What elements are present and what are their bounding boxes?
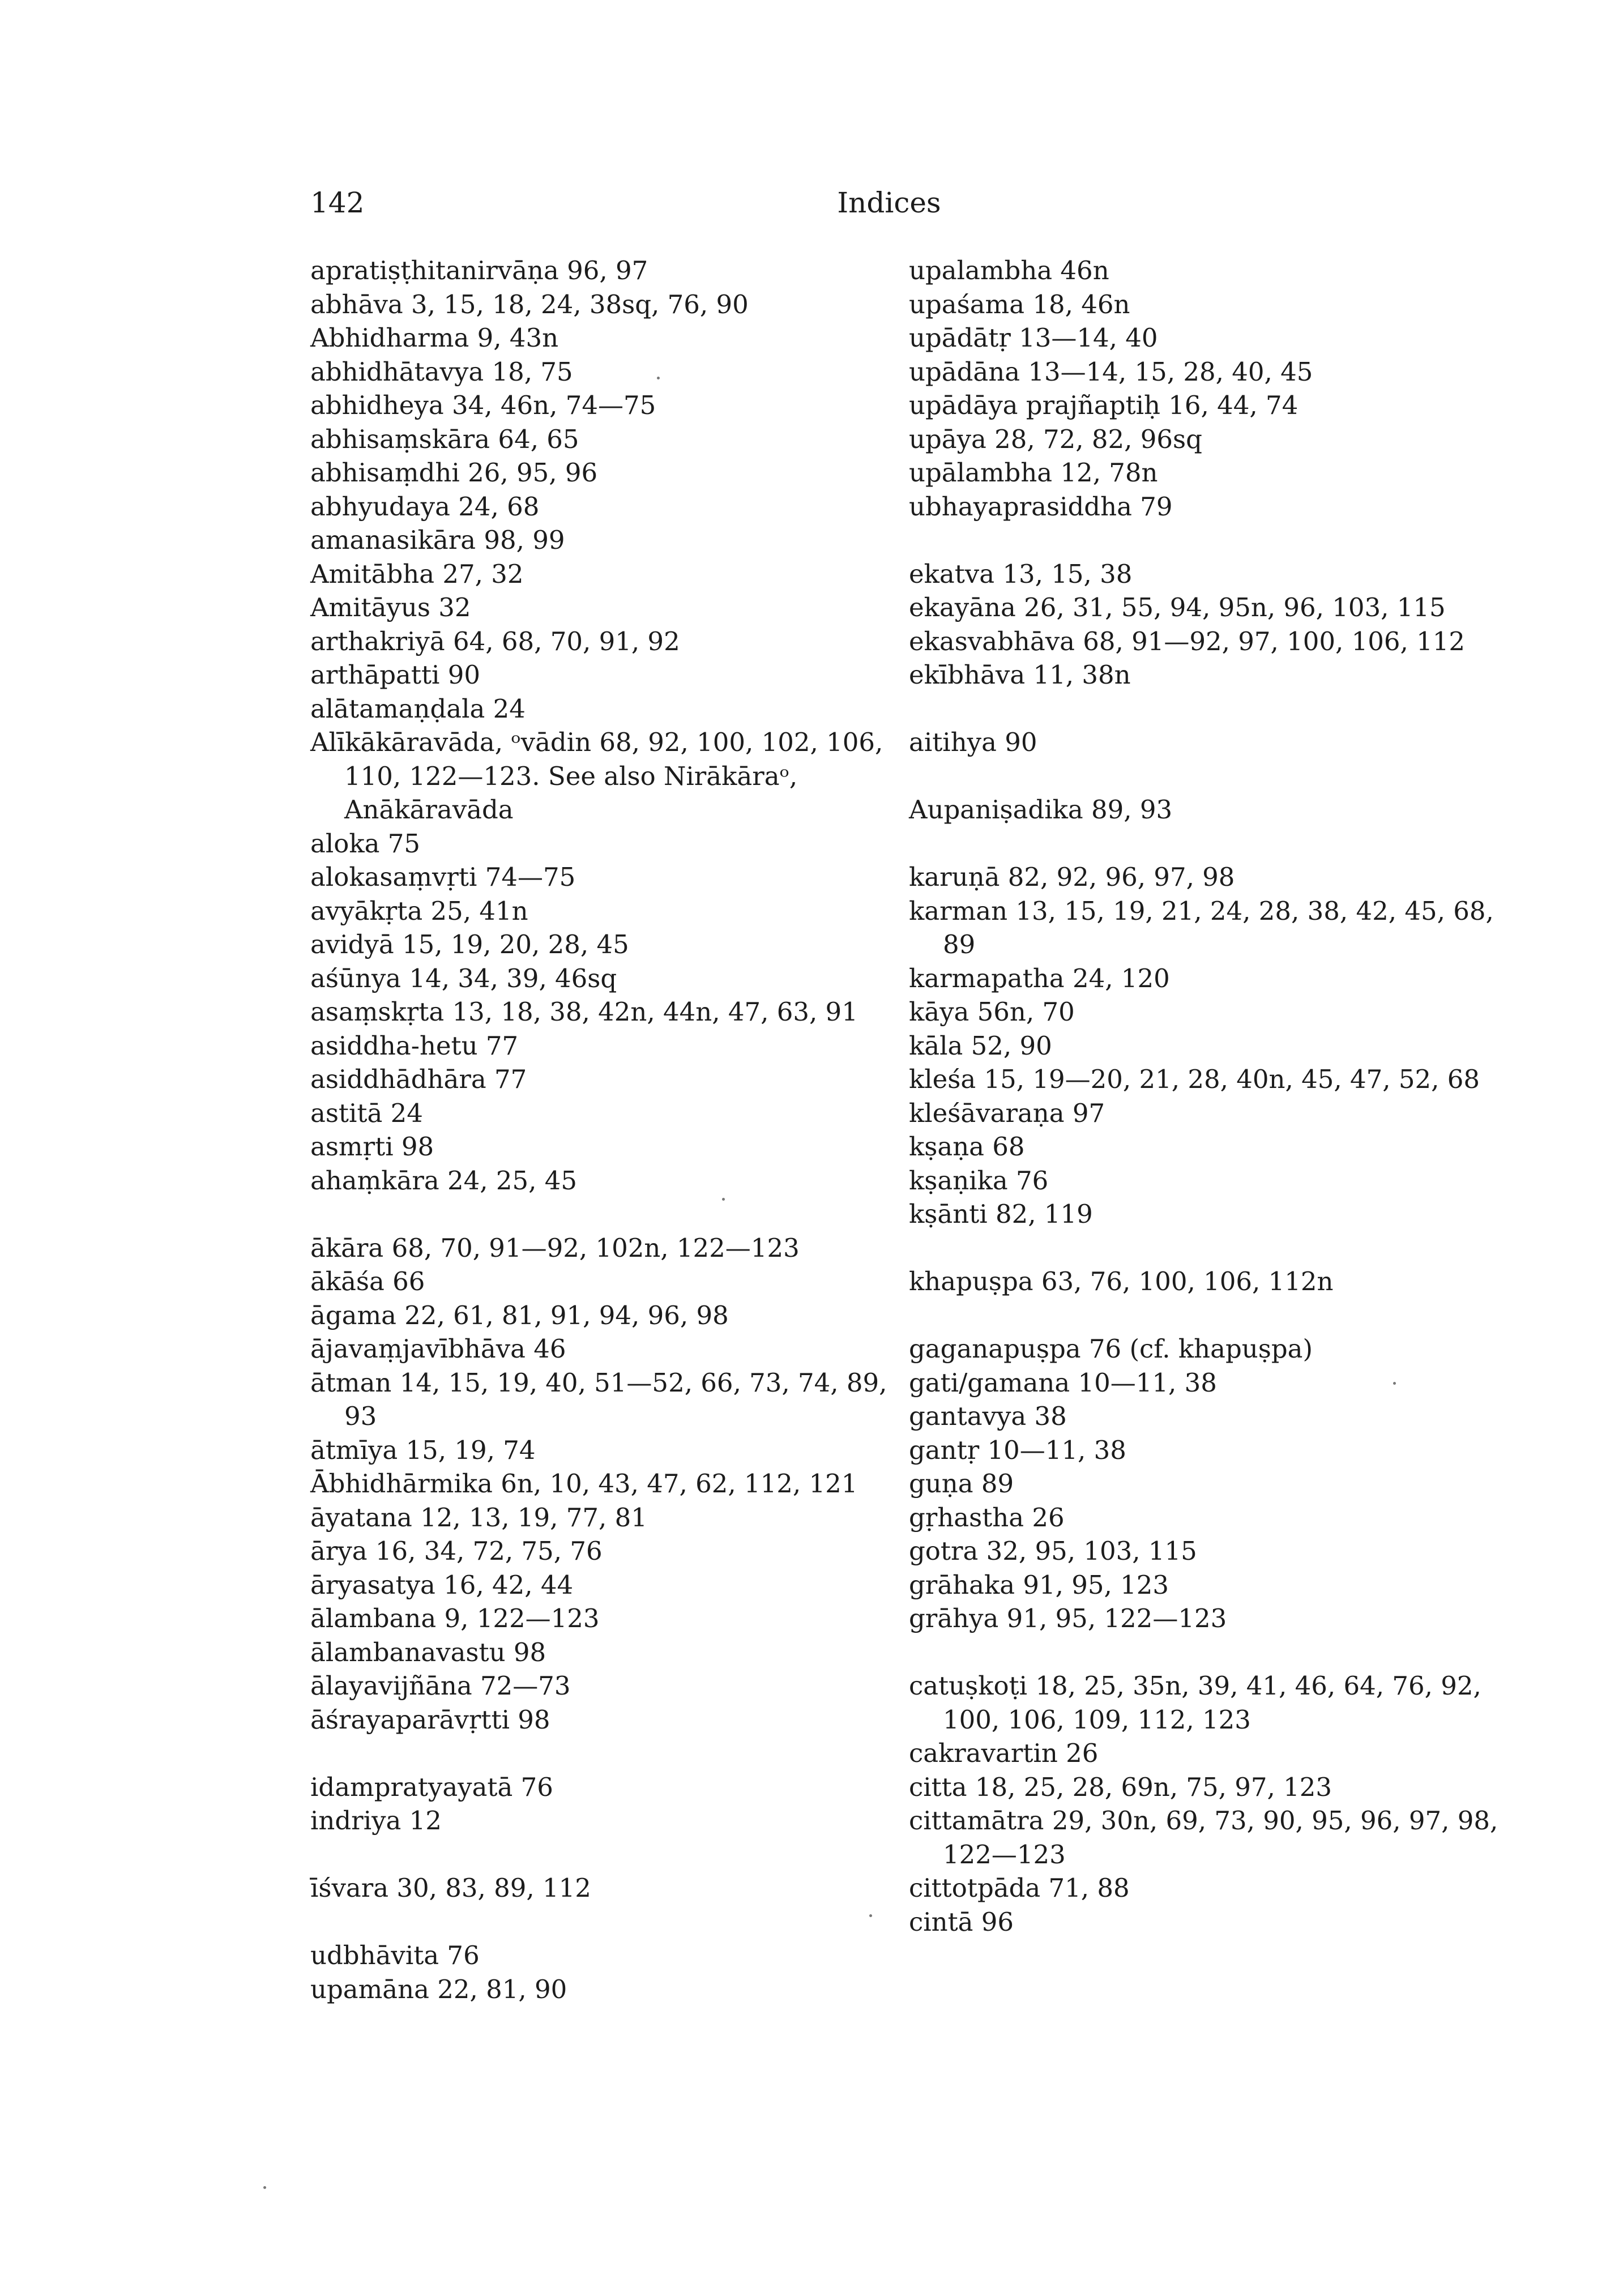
index-entry: āśrayaparāvṛtti 98 [310,1704,550,1735]
scan-speck [263,2186,266,2189]
running-title: Indices [837,186,941,219]
group-separator [909,523,1504,557]
index-entry: alātamaṇḍala 24 [310,693,526,724]
index-entry: amanasikāra 98, 99 [310,525,565,555]
index-entry: catuṣkoṭi 18, 25, 35n, 39, 41, 46, 64, 76, 92, 100, 106, 109, 112, 123 [909,1671,1481,1735]
index-entry: karuṇā 82, 92, 96, 97, 98 [909,862,1235,892]
index-entry: abhyudaya 24, 68 [310,491,540,522]
index-entry: ātmīya 15, 19, 74 [310,1435,536,1465]
index-entry: alokasaṃvṛti 74—75 [310,862,576,892]
index-entry: abhisaṃdhi 26, 95, 96 [310,458,598,488]
index-entry: kleśāvaraṇa 97 [909,1098,1105,1128]
index-entry: cittotpāda 71, 88 [909,1873,1130,1903]
group-separator [909,692,1504,726]
index-entry: Amitābha 27, 32 [310,558,524,589]
index-entry: gati/gamana 10—11, 38 [909,1367,1217,1398]
group-separator [310,1838,905,1872]
index-entry: cittamātra 29, 30n, 69, 73, 90, 95, 96, 97, 98, 122—123 [909,1806,1498,1870]
page-header [0,180,1623,225]
index-entry: udbhāvita 76 [310,1940,480,1970]
index-entry: aloka 75 [310,828,420,859]
index-entry: arthāpatti 90 [310,660,480,690]
index-entry: cakravartin 26 [909,1738,1099,1768]
index-entry: ālayavijñāna 72—73 [310,1671,571,1701]
index-entry: grāhya 91, 95, 122—123 [909,1603,1227,1633]
index-entry: khapuṣpa 63, 76, 100, 106, 112n [909,1266,1334,1296]
index-entry: indriya 12 [310,1806,442,1836]
index-entry: ākāra 68, 70, 91—92, 102n, 122—123 [310,1232,800,1263]
group-separator [310,1736,905,1770]
index-entry: cintā 96 [909,1906,1014,1937]
index-entry: karman 13, 15, 19, 21, 24, 28, 38, 42, 45, 68, 89 [909,895,1494,959]
scan-speck [722,1198,725,1201]
index-entry: ātman 14, 15, 19, 40, 51—52, 66, 73, 74, 89, 93 [310,1367,887,1431]
index-entry: upaśama 18, 46n [909,289,1130,319]
index-entry: ālambana 9, 122—123 [310,1603,600,1633]
index-entry: ārya 16, 34, 72, 75, 76 [310,1536,603,1566]
index-entry: Alīkākāravāda, ᵒvādin 68, 92, 100, 102, 106, 110, 122—123. See also Nirākāraᵒ, Anākāravāda [310,727,883,825]
scan-speck [869,1914,872,1917]
index-entry: ekībhāva 11, 38n [909,660,1131,690]
index-entry: citta 18, 25, 28, 69n, 75, 97, 123 [909,1772,1332,1802]
index-entry: kṣaṇa 68 [909,1132,1025,1162]
index-entry: abhisaṃskāra 64, 65 [310,424,579,454]
group-separator [909,1636,1504,1670]
index-entry: idampratyayatā 76 [310,1772,553,1802]
index-entry: avyākṛta 25, 41n [310,895,528,926]
index-entry: aitihya 90 [909,727,1037,757]
index-entry: arthakriyā 64, 68, 70, 91, 92 [310,626,680,656]
index-entry: gantavya 38 [909,1401,1067,1431]
index-entry: abhāva 3, 15, 18, 24, 38sq, 76, 90 [310,289,749,319]
index-entry: Ābhidhārmika 6n, 10, 43, 47, 62, 112, 121 [310,1469,858,1499]
index-entry: upamāna 22, 81, 90 [310,1974,567,2004]
index-entry: avidyā 15, 19, 20, 28, 45 [310,929,629,959]
index-entry: Amitāyus 32 [310,592,471,622]
index-entry: ālambanavastu 98 [310,1637,546,1667]
index-entry: ājavaṃjavībhāva 46 [310,1334,566,1364]
index-entry: asmṛti 98 [310,1132,434,1162]
scan-speck [657,377,660,379]
index-entry: ekatva 13, 15, 38 [909,558,1133,589]
index-entry: upāya 28, 72, 82, 96sq [909,424,1202,454]
index-entry: gotra 32, 95, 103, 115 [909,1536,1197,1566]
group-separator [909,759,1504,793]
index-entry: upādāna 13—14, 15, 28, 40, 45 [909,356,1313,387]
index-entry: Abhidharma 9, 43n [310,323,559,353]
index-entry: kleśa 15, 19—20, 21, 28, 40n, 45, 47, 52, 68 [909,1064,1480,1094]
group-separator [909,1299,1504,1333]
index-entry: upādāya prajñaptiḥ 16, 44, 74 [909,390,1299,420]
group-separator [909,1231,1504,1265]
index-entry: īśvara 30, 83, 89, 112 [310,1873,591,1903]
index-entry: astitā 24 [310,1098,423,1128]
index-entry: upādātṛ 13—14, 40 [909,323,1158,353]
index-entry: gṛhastha 26 [909,1502,1065,1533]
index-entry: ekayāna 26, 31, 55, 94, 95n, 96, 103, 115 [909,592,1446,622]
index-entry: aśūnya 14, 34, 39, 46sq [310,963,617,993]
index-entry: abhidheya 34, 46n, 74—75 [310,390,656,420]
group-separator [310,1905,905,1939]
index-entry: āyatana 12, 13, 19, 77, 81 [310,1502,647,1533]
index-column-right [909,254,1504,1939]
index-entry: āgama 22, 61, 81, 91, 94, 96, 98 [310,1300,729,1330]
page-number: 142 [310,186,365,219]
index-entry: ubhayaprasiddha 79 [909,491,1173,522]
index-entry: upālambha 12, 78n [909,458,1158,488]
group-separator [310,1197,905,1231]
index-entry: karmapatha 24, 120 [909,963,1170,993]
index-entry: asiddha-hetu 77 [310,1030,519,1061]
index-entry: kṣaṇika 76 [909,1165,1049,1196]
index-entry: apratiṣṭhitanirvāṇa 96, 97 [310,255,648,285]
scan-speck [1393,1382,1396,1385]
index-entry: abhidhātavya 18, 75 [310,356,573,387]
index-entry: asiddhādhāra 77 [310,1064,527,1094]
index-entry: guṇa 89 [909,1469,1014,1499]
index-entry: ekasvabhāva 68, 91—92, 97, 100, 106, 112 [909,626,1466,656]
index-entry: kāla 52, 90 [909,1030,1052,1061]
index-entry: āryasatya 16, 42, 44 [310,1569,574,1600]
index-entry: ākāśa 66 [310,1266,425,1296]
index-entry: kṣānti 82, 119 [909,1199,1093,1229]
index-entry: gantṛ 10—11, 38 [909,1435,1126,1465]
index-entry: ahaṃkāra 24, 25, 45 [310,1165,578,1196]
index-entry: kāya 56n, 70 [909,997,1075,1027]
index-entry: asaṃskṛta 13, 18, 38, 42n, 44n, 47, 63, 91 [310,997,858,1027]
index-entry: upalambha 46n [909,255,1109,285]
group-separator [909,827,1504,861]
index-entry: gaganapuṣpa 76 (cf. khapuṣpa) [909,1334,1313,1364]
index-entry: Aupaniṣadika 89, 93 [909,795,1173,825]
index-column-left [310,254,905,2006]
index-entry: grāhaka 91, 95, 123 [909,1569,1169,1600]
